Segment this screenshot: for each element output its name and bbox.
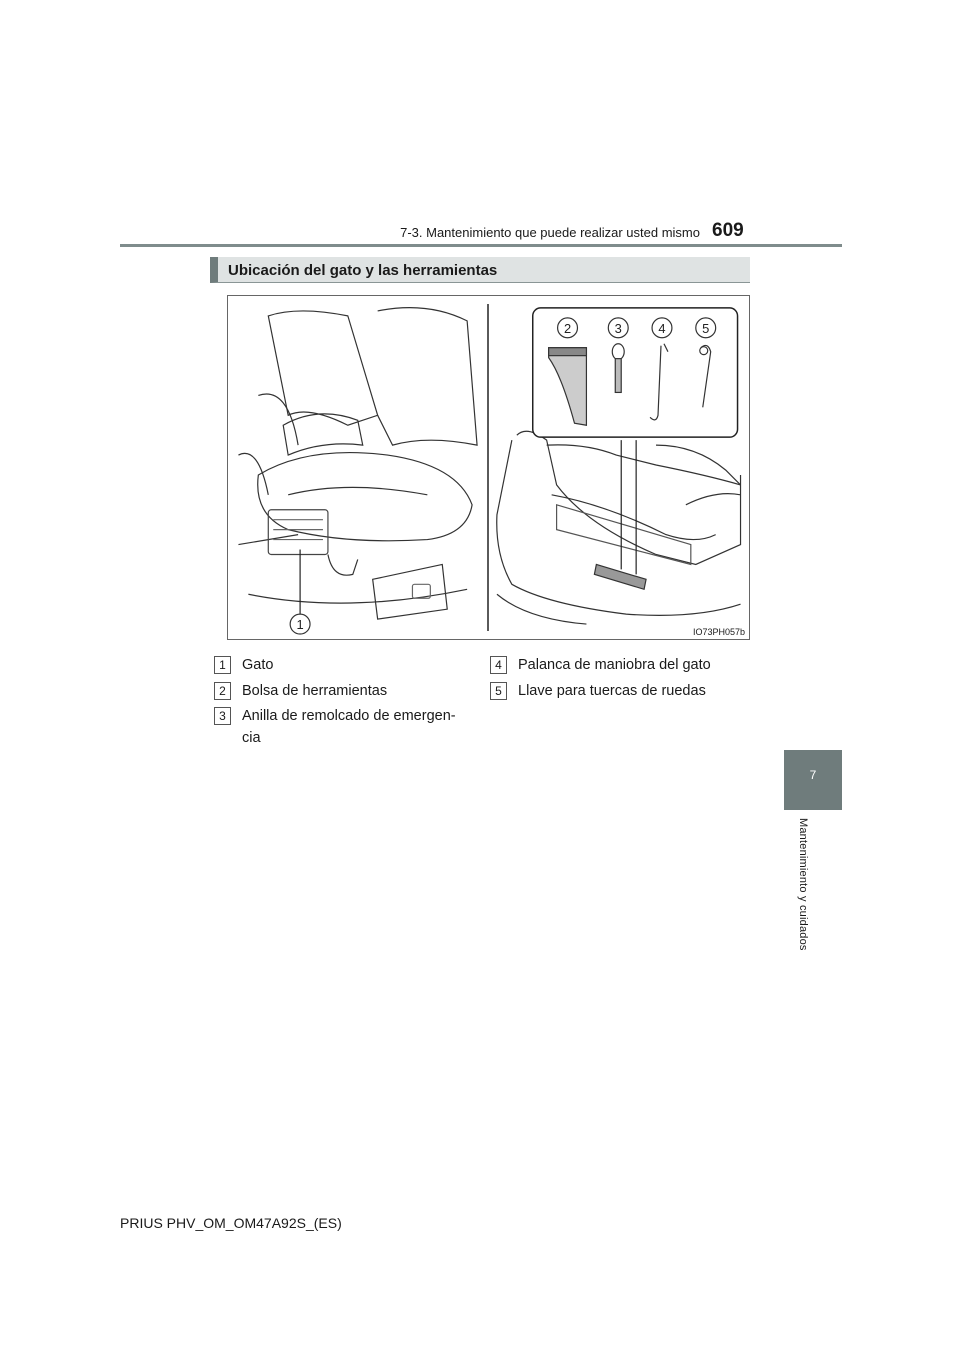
- legend-text: Bolsa de herramientas: [242, 683, 388, 699]
- legend-text: Gato: [242, 657, 274, 673]
- rear-seat-drawing: [238, 308, 477, 620]
- section-title: Ubicación del gato y las herramientas: [228, 262, 498, 279]
- callout-4: [652, 318, 672, 338]
- callout-5: [696, 318, 716, 338]
- legend-number: 3: [214, 707, 231, 725]
- page-number: 609: [712, 220, 744, 241]
- cargo-area-drawing: [497, 431, 741, 624]
- legend-number: 2: [214, 682, 231, 700]
- legend-number: 5: [490, 682, 507, 700]
- header-section-path: 7-3. Mantenimiento que puede realizar usted mismo: [400, 225, 700, 240]
- chapter-number: 7: [809, 768, 817, 782]
- legend-number: 1: [214, 656, 231, 674]
- legend-text-continuation: cia: [242, 730, 261, 746]
- callout-2: [558, 318, 578, 338]
- callout-3: [608, 318, 628, 338]
- callout-2-label: 2: [563, 320, 572, 336]
- header-divider: [120, 244, 842, 247]
- legend-text: Anilla de remolcado de emergen-: [242, 708, 456, 724]
- callout-5-label: 5: [702, 320, 710, 336]
- illustration-svg: [228, 296, 749, 639]
- legend-text: Llave para tuercas de ruedas: [518, 683, 706, 699]
- callout-1-label: 1: [296, 617, 304, 633]
- figure-code: IO73PH057b: [692, 627, 745, 637]
- jack-tools-illustration: [227, 295, 750, 640]
- callout-1: [290, 614, 310, 634]
- legend-number: 4: [490, 656, 507, 674]
- section-heading-bar: [210, 257, 750, 283]
- chapter-tab: [784, 750, 842, 810]
- footer-doc-id: PRIUS PHV_OM_OM47A92S_(ES): [120, 1215, 342, 1231]
- callout-3-label: 3: [614, 320, 622, 336]
- chapter-label: Mantenimiento y cuidados: [797, 818, 809, 951]
- legend-text: Palanca de maniobra del gato: [518, 657, 711, 673]
- callout-4-label: 4: [658, 320, 666, 336]
